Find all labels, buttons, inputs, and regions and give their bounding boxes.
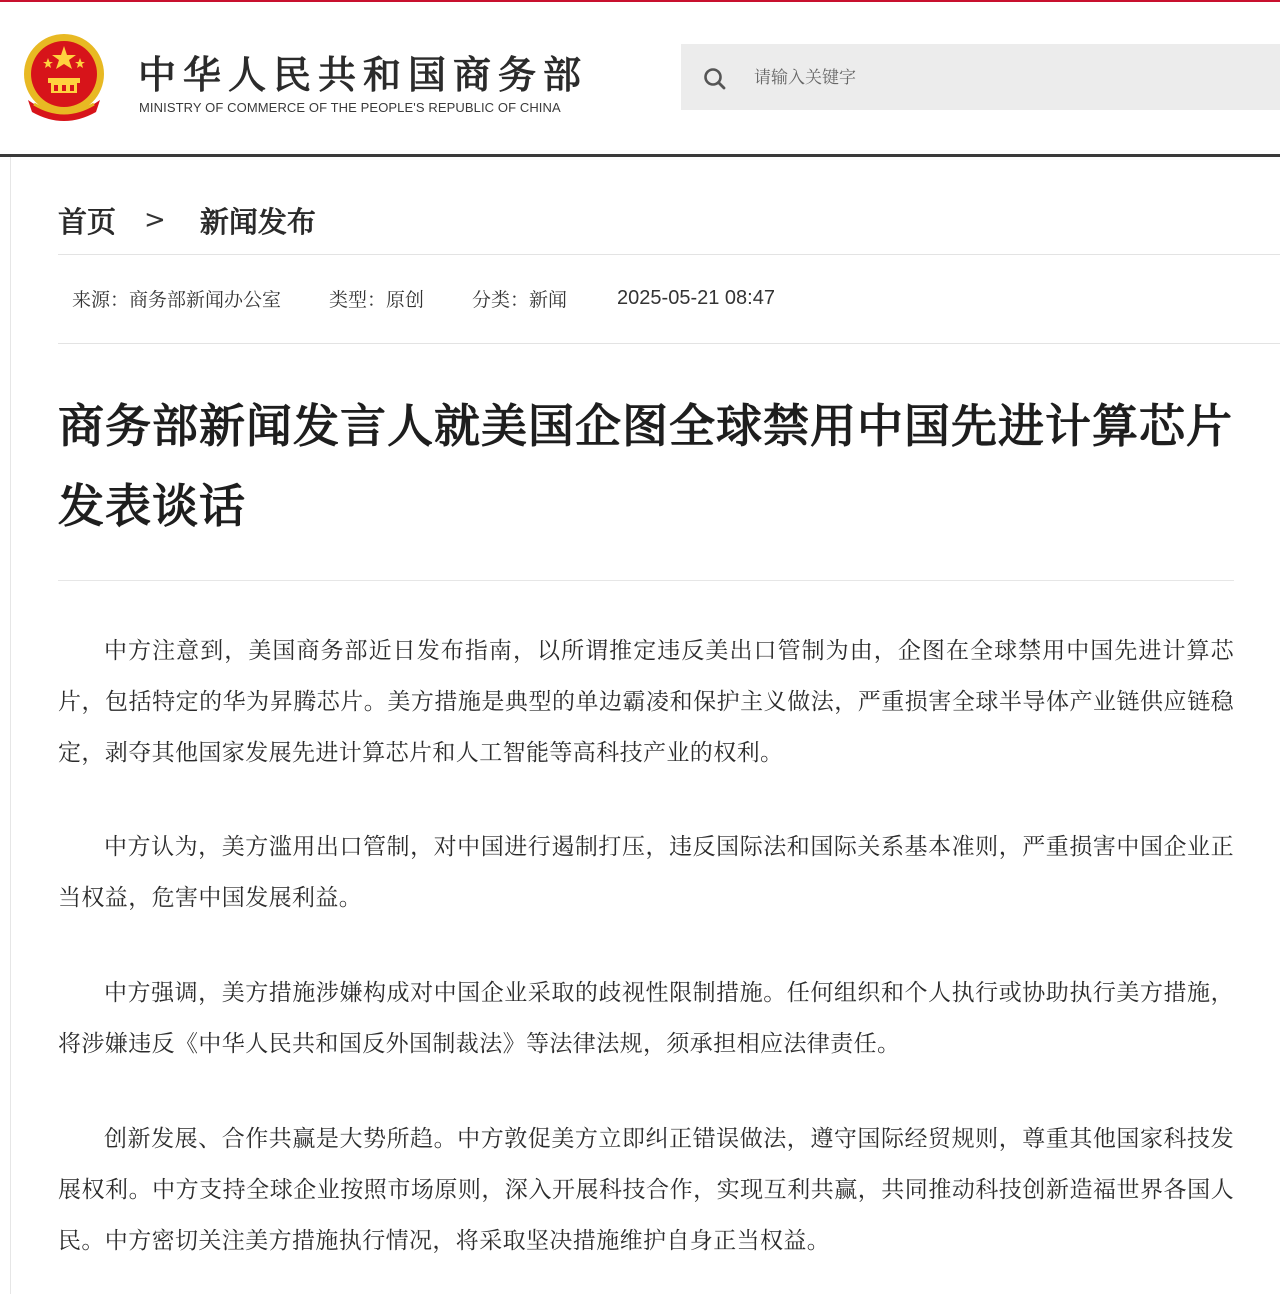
- breadcrumb: [58, 200, 316, 240]
- article-paragraph-2: 中方认为，美方滥用出口管制，对中国进行遏制打压，违反国际法和国际关系基本准则，严重损害中国企业正当权益，危害中国发展利益。: [58, 834, 1234, 911]
- site-title-cn[interactable]: 中华人民共和国商务部: [138, 53, 589, 97]
- meta-datetime: 2025-05-21 08:47: [617, 286, 775, 309]
- article-paragraph-4: 创新发展、合作共赢是大势所趋。中方敦促美方立即纠正错误做法，遵守国际经贸规则，尊重其他国家科技发展权利。中方支持全球企业按照市场原则，深入开展科技合作，实现互利共赢，共同推动科技创新造福世界各国人民。中方密切关注美方措施执行情况，将采取坚决措施维护自身正当权益。: [58, 1126, 1234, 1254]
- search-input[interactable]: [752, 58, 1256, 98]
- search-icon[interactable]: [702, 66, 728, 92]
- left-border: [10, 157, 11, 1294]
- breadcrumb-current[interactable]: 新闻发布: [199, 204, 316, 239]
- article-meta: [72, 284, 823, 312]
- meta-type: 类型：原创: [329, 288, 425, 311]
- article-title: 商务部新闻发言人就美国企图全球禁用中国先进计算芯片发表谈话: [58, 399, 1233, 533]
- title-divider: [58, 580, 1234, 581]
- meta-divider: [58, 343, 1280, 344]
- meta-source: 来源：商务部新闻办公室: [72, 288, 282, 311]
- breadcrumb-separator: >: [144, 205, 166, 235]
- article-paragraph-3: 中方强调，美方措施涉嫌构成对中国企业采取的歧视性限制措施。任何组织和个人执行或协助执行美方措施，将涉嫌违反《中华人民共和国反外国制裁法》等法律法规，须承担相应法律责任。: [58, 980, 1234, 1057]
- breadcrumb-divider: [58, 254, 1280, 255]
- article-paragraph-1: 中方注意到，美国商务部近日发布指南，以所谓推定违反美出口管制为由，企图在全球禁用中国先进计算芯片，包括特定的华为昇腾芯片。美方措施是典型的单边霸凌和保护主义做法，严重损害全球半导体产业链供应链稳定，剥夺其他国家发展先进计算芯片和人工智能等高科技产业的权利。: [58, 638, 1234, 766]
- breadcrumb-home-link[interactable]: 首页: [58, 204, 117, 239]
- header-divider: [0, 154, 1280, 157]
- site-header: [0, 2, 1280, 156]
- site-title-en: MINISTRY OF COMMERCE OF THE PEOPLE'S REPUBLIC OF CHINA: [139, 100, 561, 115]
- meta-category: 分类：新闻: [472, 288, 568, 311]
- national-emblem-icon[interactable]: [20, 30, 108, 126]
